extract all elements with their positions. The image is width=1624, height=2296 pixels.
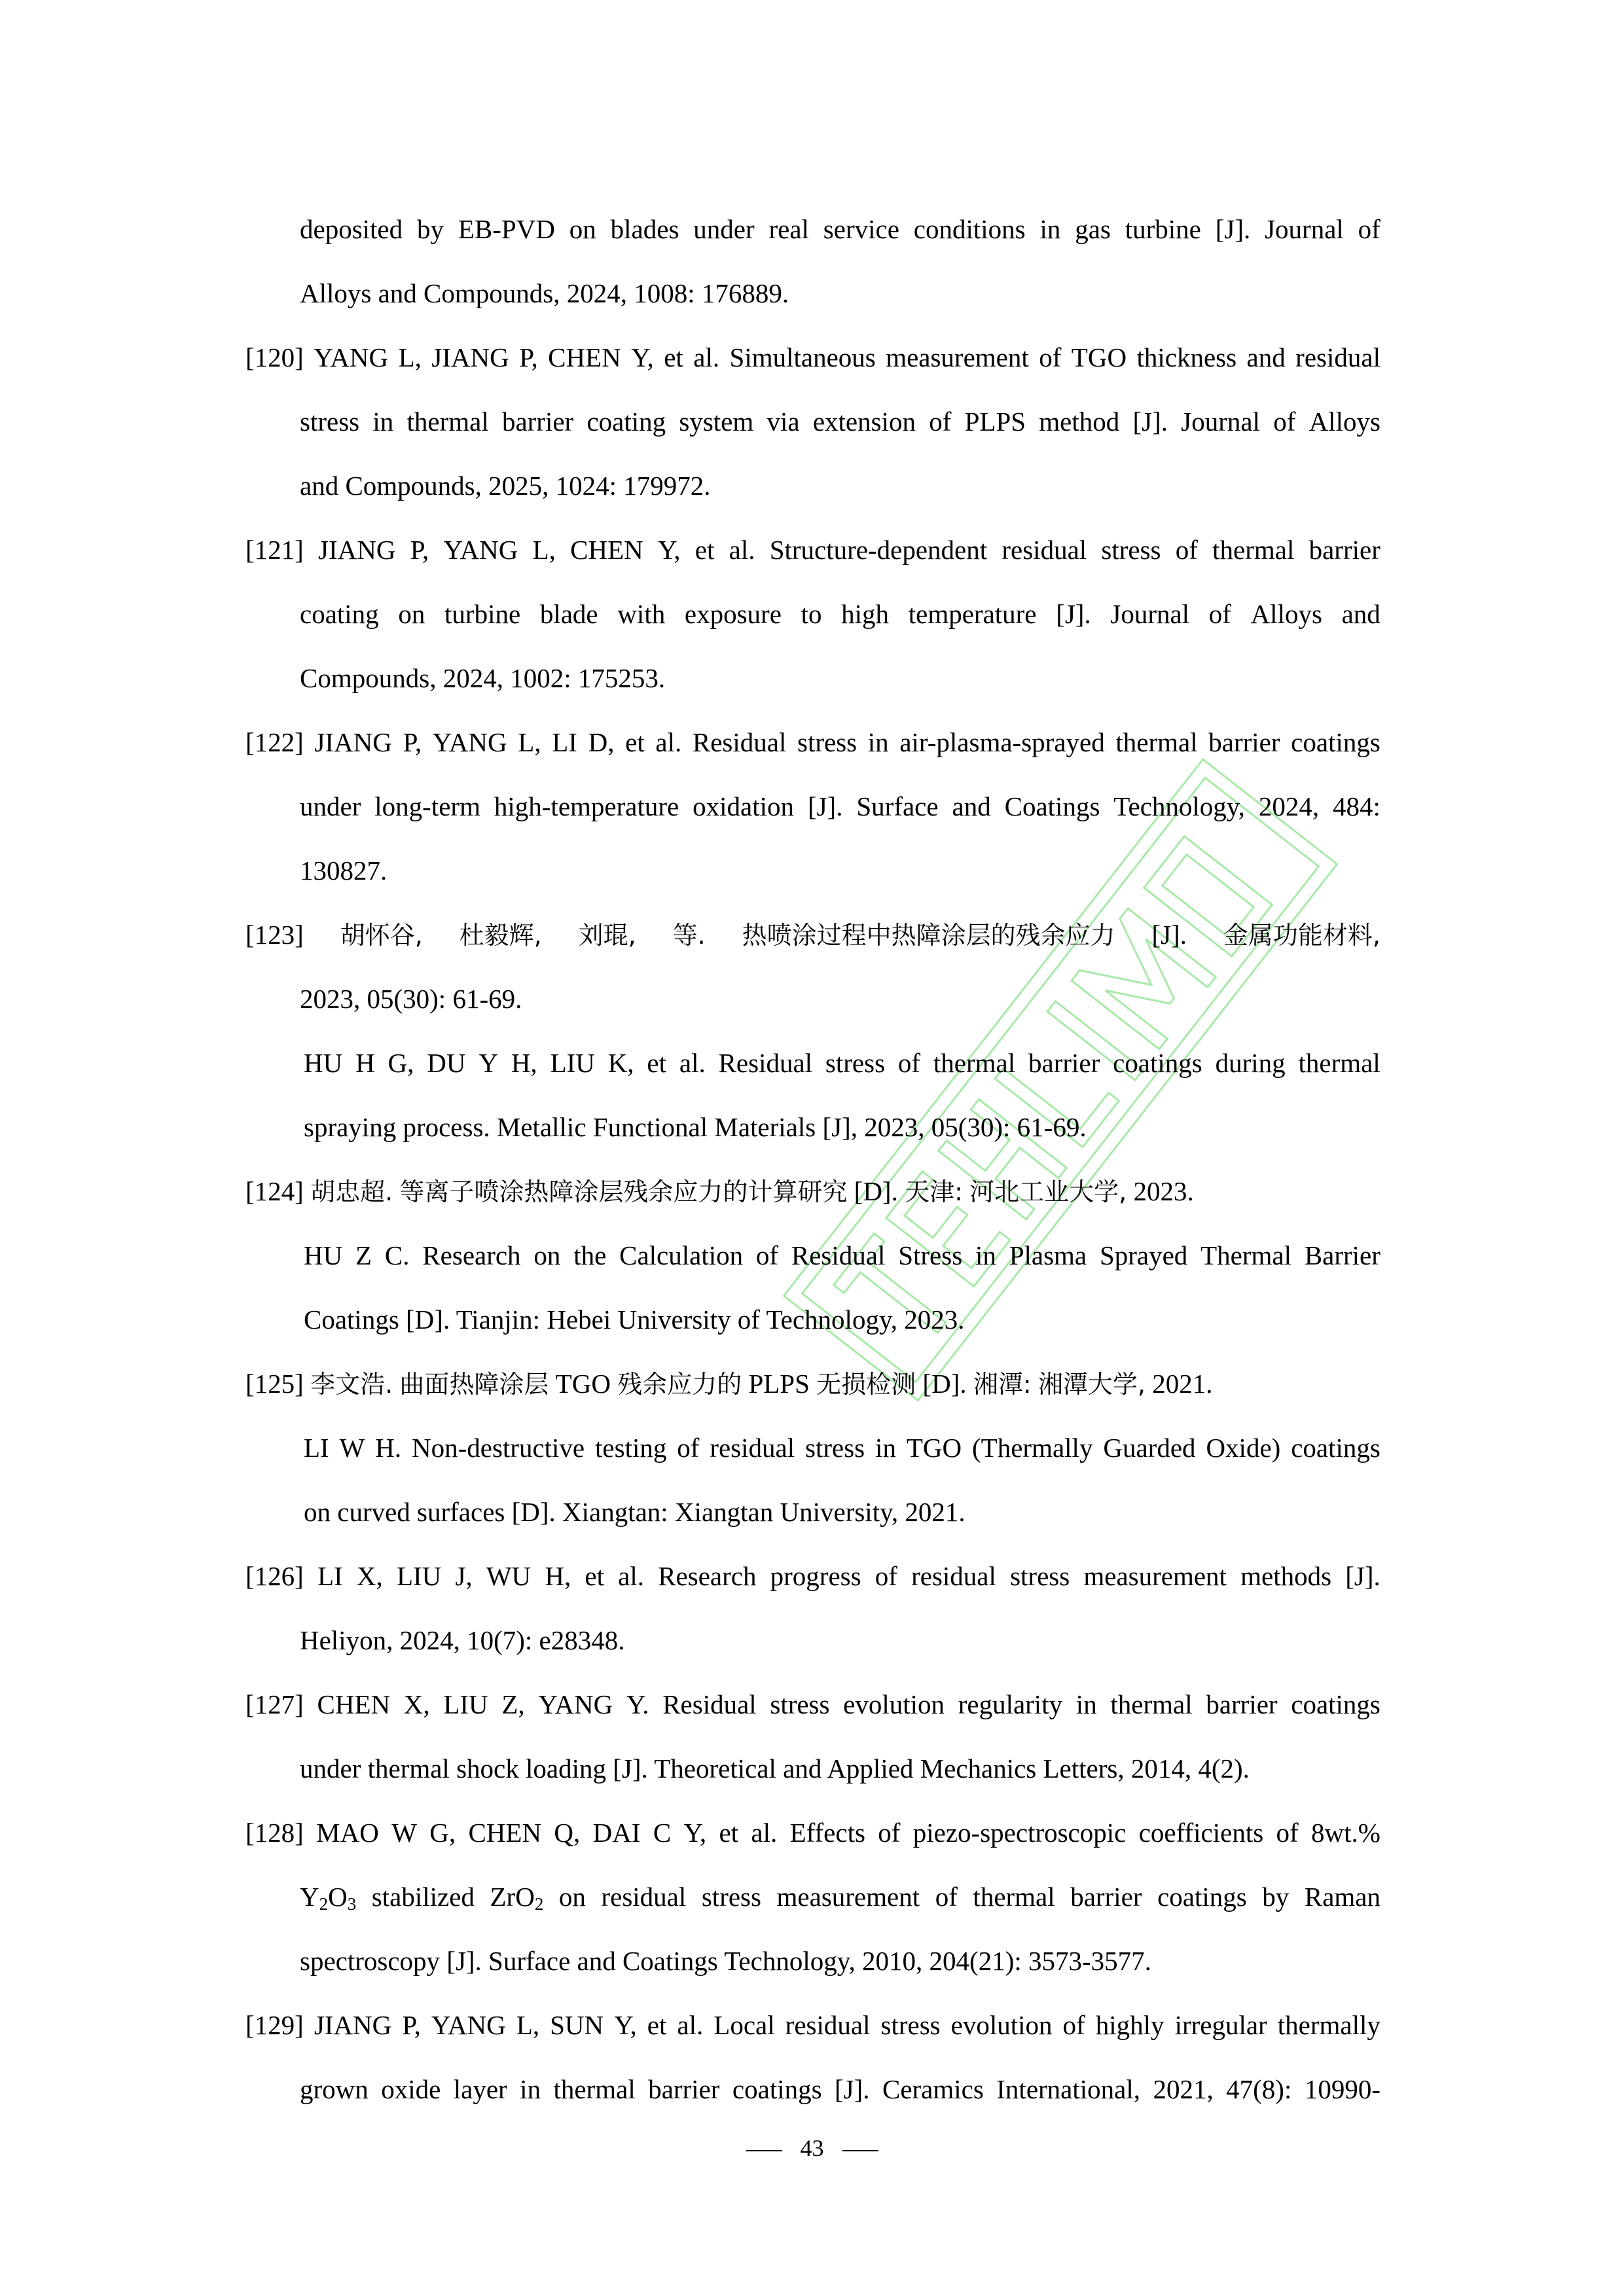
reference-line: [125] 李文浩. 曲面热障涂层 TGO 残余应力的 PLPS 无损检测 [D]. 湘潭: 湘潭大学, 2021.	[245, 1369, 1213, 1399]
reference-line: deposited by EB-PVD on blades under real service conditions in gas turbine [J]. Journal of	[300, 214, 1380, 244]
reference-line: coating on turbine blade with exposure to high temperature [J]. Journal of Alloys and	[300, 599, 1380, 629]
reference-line: spraying process. Metallic Functional Materials [J], 2023, 05(30): 61-69.	[304, 1112, 1087, 1142]
reference-line: [123] 胡怀谷, 杜毅辉, 刘琨, 等. 热喷涂过程中热障涂层的残余应力 [J]. 金属功能材料,	[245, 920, 1380, 950]
reference-line: [128] MAO W G, CHEN Q, DAI C Y, et al. Effects of piezo-spectroscopic coefficients of 8wt.%	[245, 1818, 1380, 1848]
reference-line: [129] JIANG P, YANG L, SUN Y, et al. Local residual stress evolution of highly irregular thermally	[245, 2010, 1380, 2040]
reference-line: $Y_2O_3$ stabilized ZrO$_2$ on residual stress measurement of thermal barrier coatings by Raman	[300, 1882, 1380, 1914]
reference-line: spectroscopy [J]. Surface and Coatings Technology, 2010, 204(21): 3573-3577.	[300, 1946, 1151, 1976]
reference-entry	[245, 903, 1380, 1159]
reference-entry	[245, 1544, 1380, 1672]
reference-line: 2023, 05(30): 61-69.	[300, 984, 522, 1014]
reference-line: Alloys and Compounds, 2024, 1008: 176889.	[300, 278, 789, 308]
reference-list	[245, 197, 1380, 2121]
reference-entry	[245, 1352, 1380, 1544]
reference-line: under long-term high-temperature oxidation [J]. Surface and Coatings Technology, 2024, 484:	[300, 791, 1380, 821]
reference-line: [126] LI X, LIU J, WU H, et al. Research progress of residual stress measurement methods [J].	[245, 1561, 1380, 1591]
reference-line: [127] CHEN X, LIU Z, YANG Y. Residual stress evolution regularity in thermal barrier coatings	[245, 1689, 1380, 1719]
reference-entry	[245, 197, 1380, 325]
reference-line: Coatings [D]. Tianjin: Hebei University of Technology, 2023.	[304, 1304, 965, 1335]
page-number: 43	[800, 2135, 824, 2161]
reference-line: Compounds, 2024, 1002: 175253.	[300, 663, 666, 693]
reference-entry	[245, 325, 1380, 518]
reference-line: HU H G, DU Y H, LIU K, et al. Residual stress of thermal barrier coatings during thermal	[304, 1048, 1380, 1078]
footer-dash-left	[746, 2150, 782, 2151]
reference-line: on curved surfaces [D]. Xiangtan: Xiangtan University, 2021.	[304, 1497, 965, 1527]
reference-line: [124] 胡忠超. 等离子喷涂热障涂层残余应力的计算研究 [D]. 天津: 河北工业大学, 2023.	[245, 1176, 1194, 1206]
reference-line: grown oxide layer in thermal barrier coatings [J]. Ceramics International, 2021, 47(8): 10990-	[300, 2074, 1380, 2104]
reference-line: under thermal shock loading [J]. Theoretical and Applied Mechanics Letters, 2014, 4(2).	[300, 1753, 1250, 1784]
reference-entry	[245, 1801, 1380, 1993]
reference-entry	[245, 1672, 1380, 1801]
reference-entry	[245, 1993, 1380, 2121]
reference-line: HU Z C. Research on the Calculation of Residual Stress in Plasma Sprayed Thermal Barrier	[304, 1240, 1380, 1270]
reference-entry	[245, 710, 1380, 903]
reference-entry	[245, 1159, 1380, 1352]
reference-line: 130827.	[300, 855, 388, 886]
reference-line: [121] JIANG P, YANG L, CHEN Y, et al. Structure-dependent residual stress of thermal barrier	[245, 535, 1380, 565]
reference-entry	[245, 518, 1380, 710]
reference-line: [120] YANG L, JIANG P, CHEN Y, et al. Simultaneous measurement of TGO thickness and residual	[245, 342, 1380, 372]
reference-line: LI W H. Non-destructive testing of residual stress in TGO (Thermally Guarded Oxide) coatings	[304, 1433, 1380, 1463]
reference-line: [122] JIANG P, YANG L, LI D, et al. Residual stress in air-plasma-sprayed thermal barrier coatings	[245, 727, 1380, 757]
page-footer	[0, 2135, 1624, 2161]
reference-line: Heliyon, 2024, 10(7): e28348.	[300, 1625, 625, 1655]
footer-dash-right	[842, 2150, 878, 2151]
reference-line: and Compounds, 2025, 1024: 179972.	[300, 471, 711, 501]
reference-line: stress in thermal barrier coating system via extension of PLPS method [J]. Journal of Alloys	[300, 406, 1380, 437]
